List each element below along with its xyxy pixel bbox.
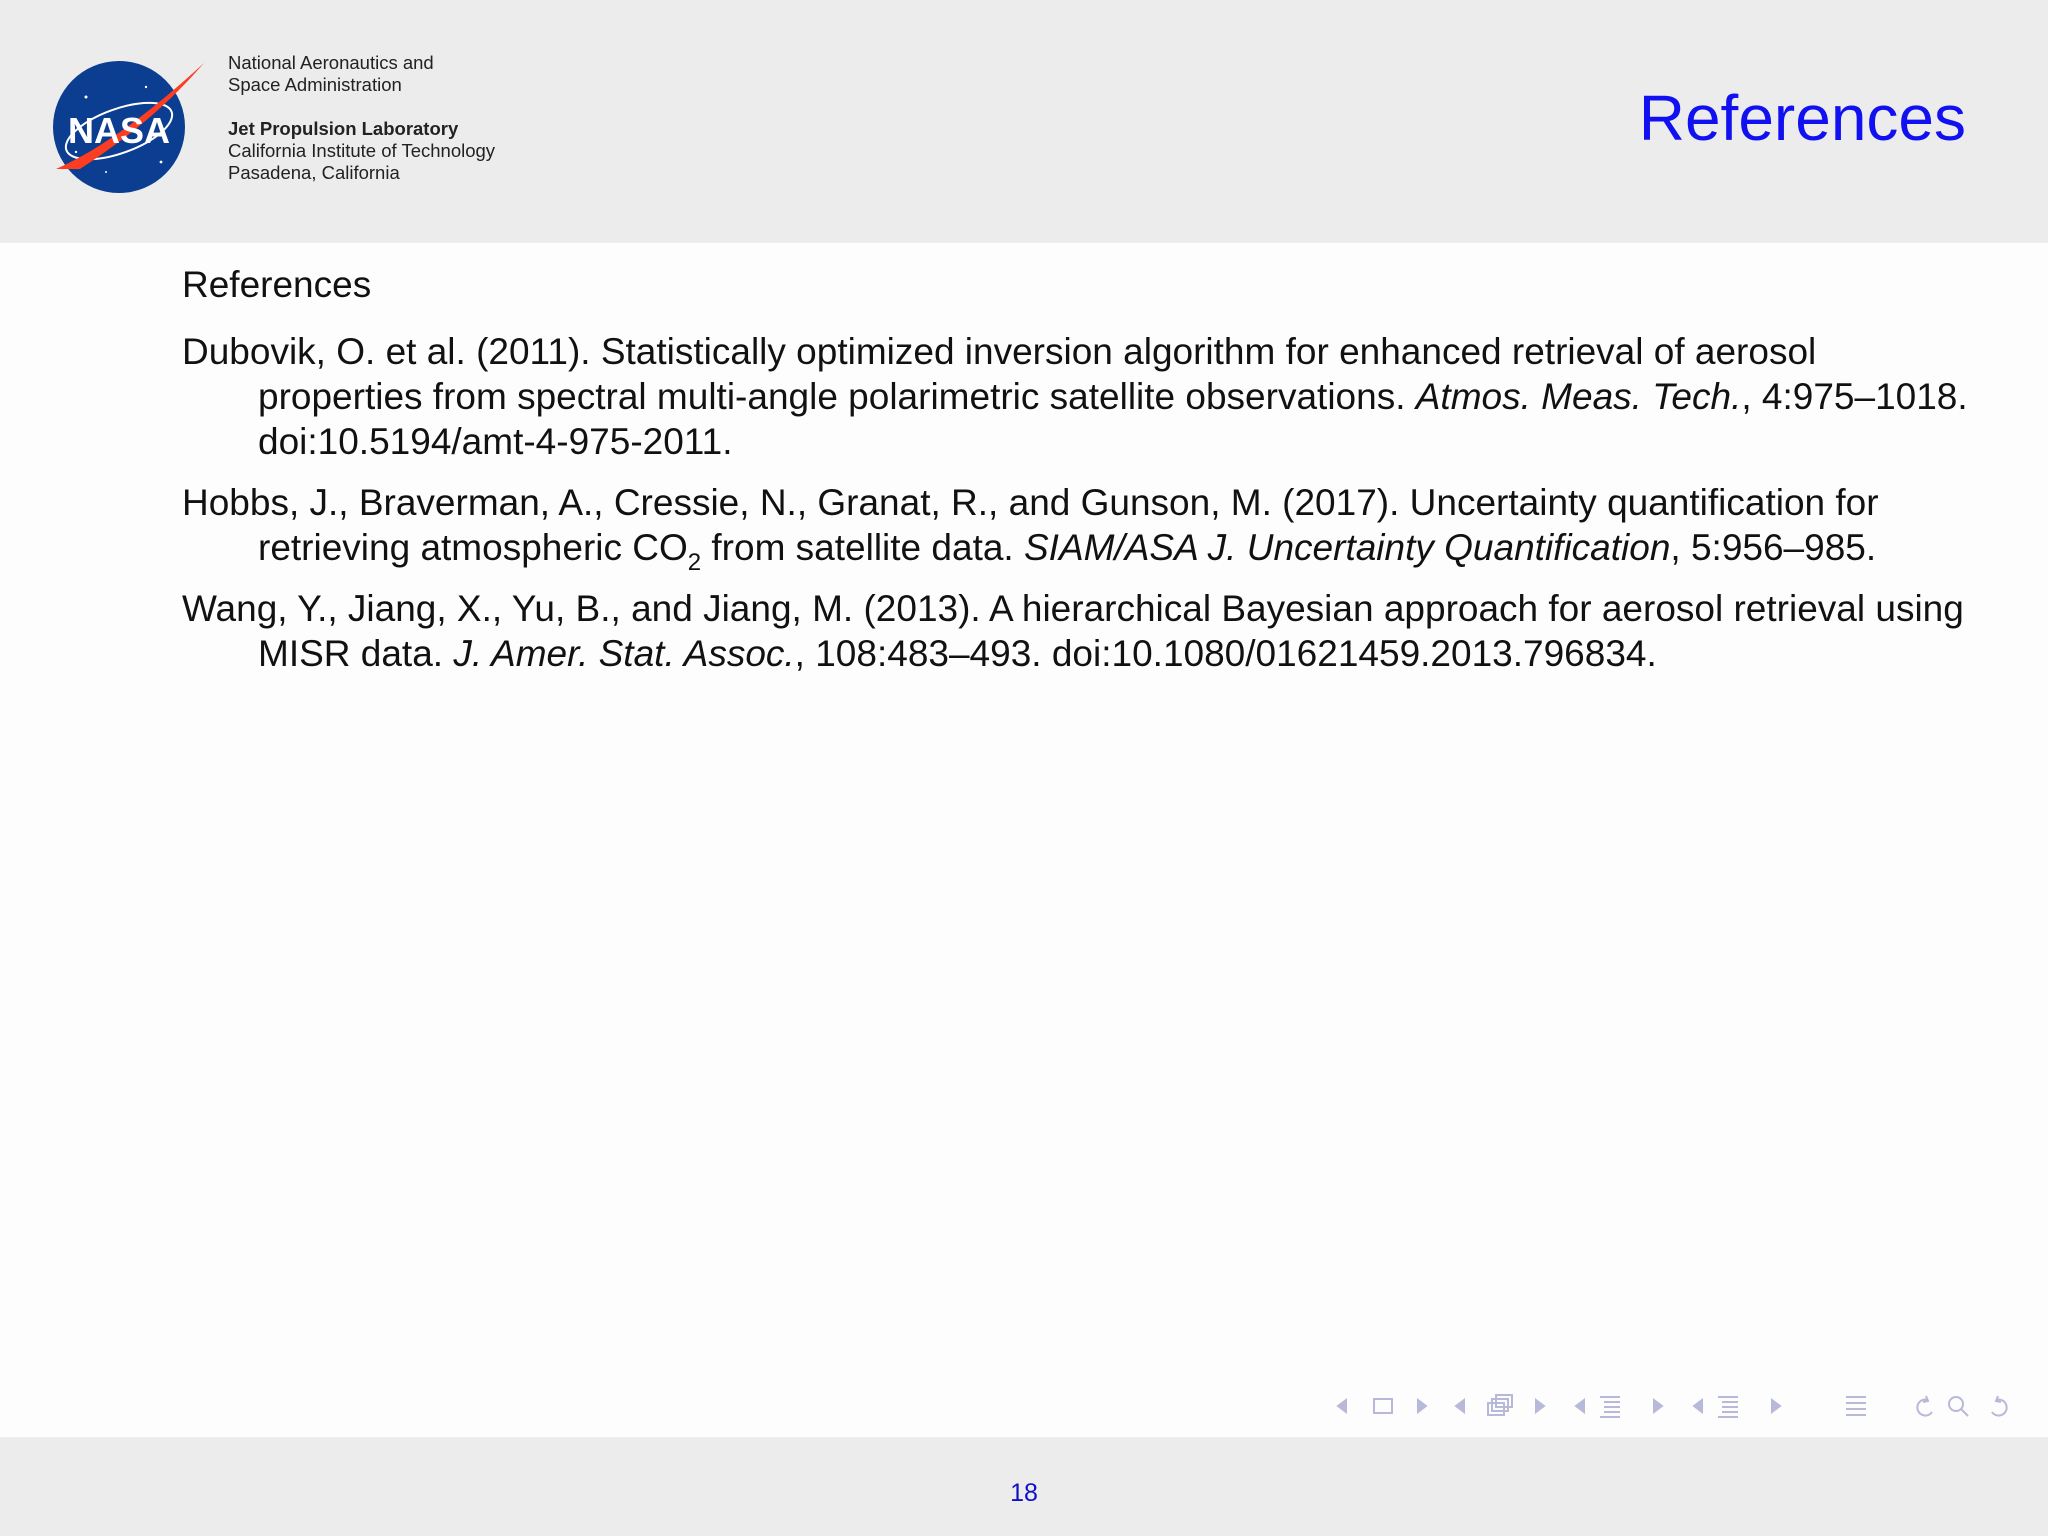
reference-journal: J. Amer. Stat. Assoc. [453,633,795,674]
jpl-line-2: Pasadena, California [228,162,400,183]
reference-text: Hobbs, J., Braverman, A., Cressie, N., Granat, R., and Gunson, M. (2017). Uncertainty quantification for retrieving atmospheric CO [182,482,1879,568]
header-bar [0,0,2048,243]
nasa-logo [46,57,206,197]
frame-icon[interactable] [1374,1399,1392,1413]
reference-item [182,586,1982,676]
org-line-1: National Aeronautics and [228,52,434,73]
arrow-right-icon[interactable] [1654,1400,1662,1412]
search-icon[interactable] [1949,1397,1968,1416]
reference-subscript: 2 [687,549,702,576]
reference-details: , 5:956–985. [1670,527,1877,568]
section-icon[interactable] [1718,1397,1738,1417]
slide-title: References [1638,82,1966,154]
subsection-icon[interactable] [1488,1395,1512,1415]
reference-text: Dubovik, O. et al. (2011). Statistically optimized inversion algorithm for enhanced retrieval of aerosol properties from spectral multi-angle polarimetric satellite observations. [182,331,1817,417]
organization-block [228,52,495,184]
slide-content [182,262,1982,692]
reference-text-continued: from satellite data. [701,527,1024,568]
arrow-right-icon[interactable] [1772,1400,1780,1412]
jpl-name: Jet Propulsion Laboratory [228,118,459,139]
references-heading: References [182,264,372,305]
reference-item [182,480,1982,576]
reference-details: , 108:483–493. doi:10.1080/01621459.2013.796834. [794,633,1657,674]
reference-journal: Atmos. Meas. Tech. [1415,376,1742,417]
beamer-navigation-bar [1328,1392,2028,1420]
section-icon[interactable] [1600,1397,1620,1417]
org-line-2: Space Administration [228,74,402,95]
nasa-logo-text: NASA [67,110,171,151]
reference-details: , 4:975–1018. doi:10.5194/amt-4-975-2011. [258,376,1968,462]
arrow-left-icon[interactable] [1576,1400,1584,1412]
align-icon[interactable] [1846,1397,1866,1415]
arrow-right-icon[interactable] [1536,1400,1544,1412]
reference-text: Wang, Y., Jiang, X., Yu, B., and Jiang, M. (2013). A hierarchical Bayesian approach for aerosol retrieval using MISR data. [182,588,1964,674]
arrow-left-icon[interactable] [1694,1400,1702,1412]
arrow-right-icon[interactable] [1418,1400,1426,1412]
jpl-line-1: California Institute of Technology [228,140,496,161]
page-number: 18 [1010,1479,1038,1507]
arrow-left-icon[interactable] [1456,1400,1464,1412]
arrow-left-icon[interactable] [1338,1400,1346,1412]
reference-item [182,329,1982,464]
reference-journal: SIAM/ASA J. Uncertainty Quantification [1024,527,1671,568]
